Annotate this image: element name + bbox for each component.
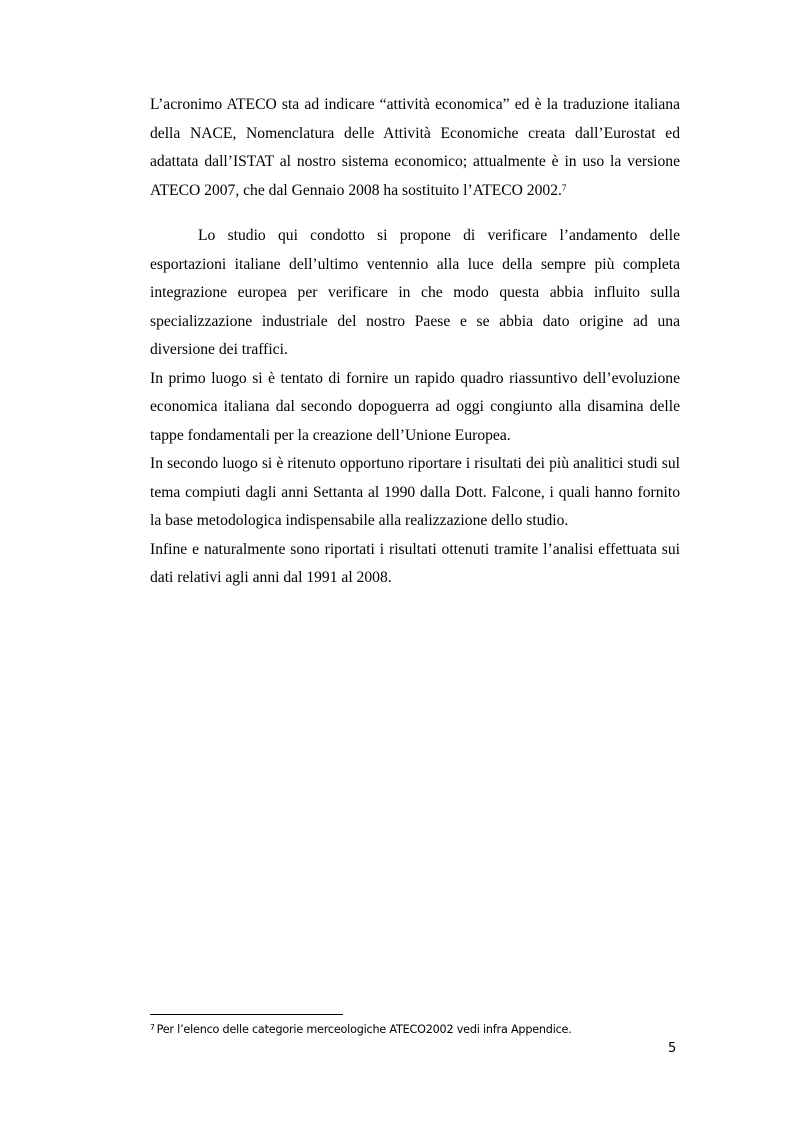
paragraph-text: L’acronimo ATECO sta ad indicare “attività economica” ed è la traduzione italiana della NACE, Nomenclatura delle Attività Economiche creata dall’Eurostat ed adattata dall’ISTAT al nostro sistema economico; attualmente è in uso la versione ATECO 2007, che dal Gennaio 2008 ha sostituito l’ATECO 2002.: [150, 96, 680, 199]
footnote-number: 7: [150, 1023, 155, 1032]
paragraph-first-part: In primo luogo si è tentato di fornire un rapido quadro riassuntivo dell’evoluzione economica italiana dal secondo dopoguerra ad oggi congiunto alla disamina delle tappe fondamentali per la creazione dell’Unione Europea.: [150, 369, 680, 444]
footnote-divider: [150, 1014, 343, 1015]
paragraph-final-part: Infine e naturalmente sono riportati i risultati ottenuti tramite l’analisi effettuata sui dati relativi agli anni dal 1991 al 2008.: [150, 540, 680, 586]
paragraph-ateco-definition: [150, 91, 680, 205]
footnote-text: Per l’elenco delle categorie merceologiche ATECO2002 vedi infra Appendice.: [156, 1023, 572, 1036]
body-text: [150, 91, 680, 593]
paragraph-study-purpose: Lo studio qui condotto si propone di verificare l’andamento delle esportazioni italiane dell’ultimo ventennio alla luce della sempre più completa integrazione europea per verificare in che modo questa abbia influito sulla specializzazione industriale del nostro Paese e se abbia dato origine ad una diversione dei traffici.: [150, 227, 680, 358]
page-number: 5: [668, 1041, 677, 1056]
paragraph-second-part: In secondo luogo si è ritenuto opportuno riportare i risultati dei più analitici studi sul tema compiuti dagli anni Settanta al 1990 dalla Dott. Falcone, i quali hanno fornito la base metodologica indispensabile alla realizzazione dello studio.: [150, 455, 680, 529]
footnote: [150, 1022, 680, 1038]
footnote-reference[interactable]: 7: [561, 182, 567, 193]
